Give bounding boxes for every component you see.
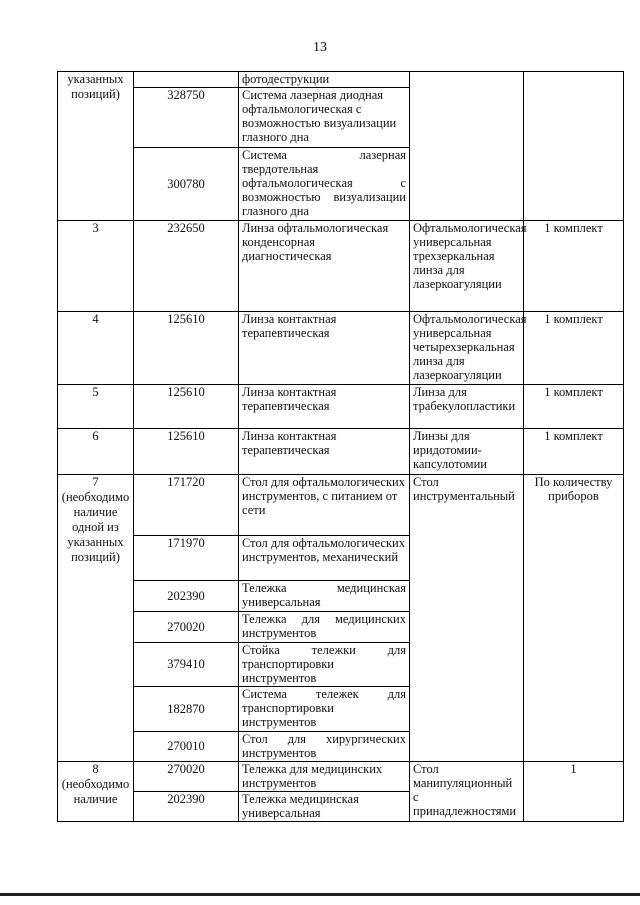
table-row: [58, 429, 624, 475]
code-cell: 232650: [134, 221, 239, 312]
qty-cell: 1: [524, 762, 624, 822]
name-cell: Стойка тележки для транспортировки инструментов: [239, 643, 410, 687]
table-row: [58, 312, 624, 385]
code-cell: 328750: [134, 88, 239, 148]
name-cell: Стол для офтальмологических инструментов, с питанием от сети: [239, 475, 410, 536]
code-cell: 202390: [134, 581, 239, 612]
name-cell: Система лазерная диодная офтальмологическая с возможностью визуализации глазного дна: [239, 88, 410, 148]
qty-cell: 1 комплект: [524, 429, 624, 475]
name-cell: фотодеструкции: [239, 72, 410, 88]
table-row: [58, 72, 624, 88]
row-number-cell: 4: [58, 312, 134, 385]
row-number-cell: 5: [58, 385, 134, 429]
table-row: [58, 762, 624, 792]
code-cell: 171970: [134, 536, 239, 581]
item-cell: [410, 72, 524, 221]
code-cell: 300780: [134, 148, 239, 221]
item-cell: Офтальмологическая универсальная четырехзеркальная линза для лазеркоагуляции: [410, 312, 524, 385]
name-cell: Тележка медицинская универсальная: [239, 792, 410, 822]
name-cell: Система тележек для транспортировки инструментов: [239, 687, 410, 732]
name-cell: Система лазерная твердотельная офтальмологическая с возможностью визуализации глазного дна: [239, 148, 410, 221]
table-row: [58, 221, 624, 312]
item-cell: Линза для трабекулопластики: [410, 385, 524, 429]
code-cell: 379410: [134, 643, 239, 687]
code-cell: [134, 72, 239, 88]
equipment-table: [57, 71, 624, 822]
code-cell: 270020: [134, 762, 239, 792]
row-number-cell: 7 (необходимо наличие одной из указанных позиций): [58, 475, 134, 762]
qty-cell: По количеству приборов: [524, 475, 624, 762]
row-number-cell: 8 (необходимо наличие: [58, 762, 134, 822]
name-cell: Тележка медицинская универсальная: [239, 581, 410, 612]
name-cell: Линза контактная терапевтическая: [239, 385, 410, 429]
code-cell: 171720: [134, 475, 239, 536]
qty-cell: 1 комплект: [524, 385, 624, 429]
item-cell: Офтальмологическая универсальная трехзеркальная линза для лазеркоагуляции: [410, 221, 524, 312]
code-cell: 270010: [134, 732, 239, 762]
name-cell: Линза контактная терапевтическая: [239, 429, 410, 475]
name-cell: Стол для офтальмологических инструментов, механический: [239, 536, 410, 581]
item-cell: Стол инструментальный: [410, 475, 524, 762]
page-number: 13: [313, 40, 327, 55]
name-cell: Линза офтальмологическая конденсорная диагностическая: [239, 221, 410, 312]
name-cell: Линза контактная терапевтическая: [239, 312, 410, 385]
name-cell: Тележка для медицинских инструментов: [239, 762, 410, 792]
qty-cell: [524, 72, 624, 221]
code-cell: 125610: [134, 385, 239, 429]
name-cell: Тележка для медицинских инструментов: [239, 612, 410, 643]
item-cell: Линзы для иридотомии-капсулотомии: [410, 429, 524, 475]
table-row: [58, 385, 624, 429]
name-cell: Стол для хирургических инструментов: [239, 732, 410, 762]
code-cell: 125610: [134, 429, 239, 475]
code-cell: 270020: [134, 612, 239, 643]
qty-cell: 1 комплект: [524, 221, 624, 312]
code-cell: 182870: [134, 687, 239, 732]
row-number-cell: указанных позиций): [58, 72, 134, 221]
row-number-cell: 6: [58, 429, 134, 475]
scan-edge-line: [0, 893, 640, 896]
qty-cell: 1 комплект: [524, 312, 624, 385]
item-cell: Стол манипуляционный с принадлежностями: [410, 762, 524, 822]
table-row: [58, 475, 624, 536]
code-cell: 202390: [134, 792, 239, 822]
code-cell: 125610: [134, 312, 239, 385]
row-number-cell: 3: [58, 221, 134, 312]
